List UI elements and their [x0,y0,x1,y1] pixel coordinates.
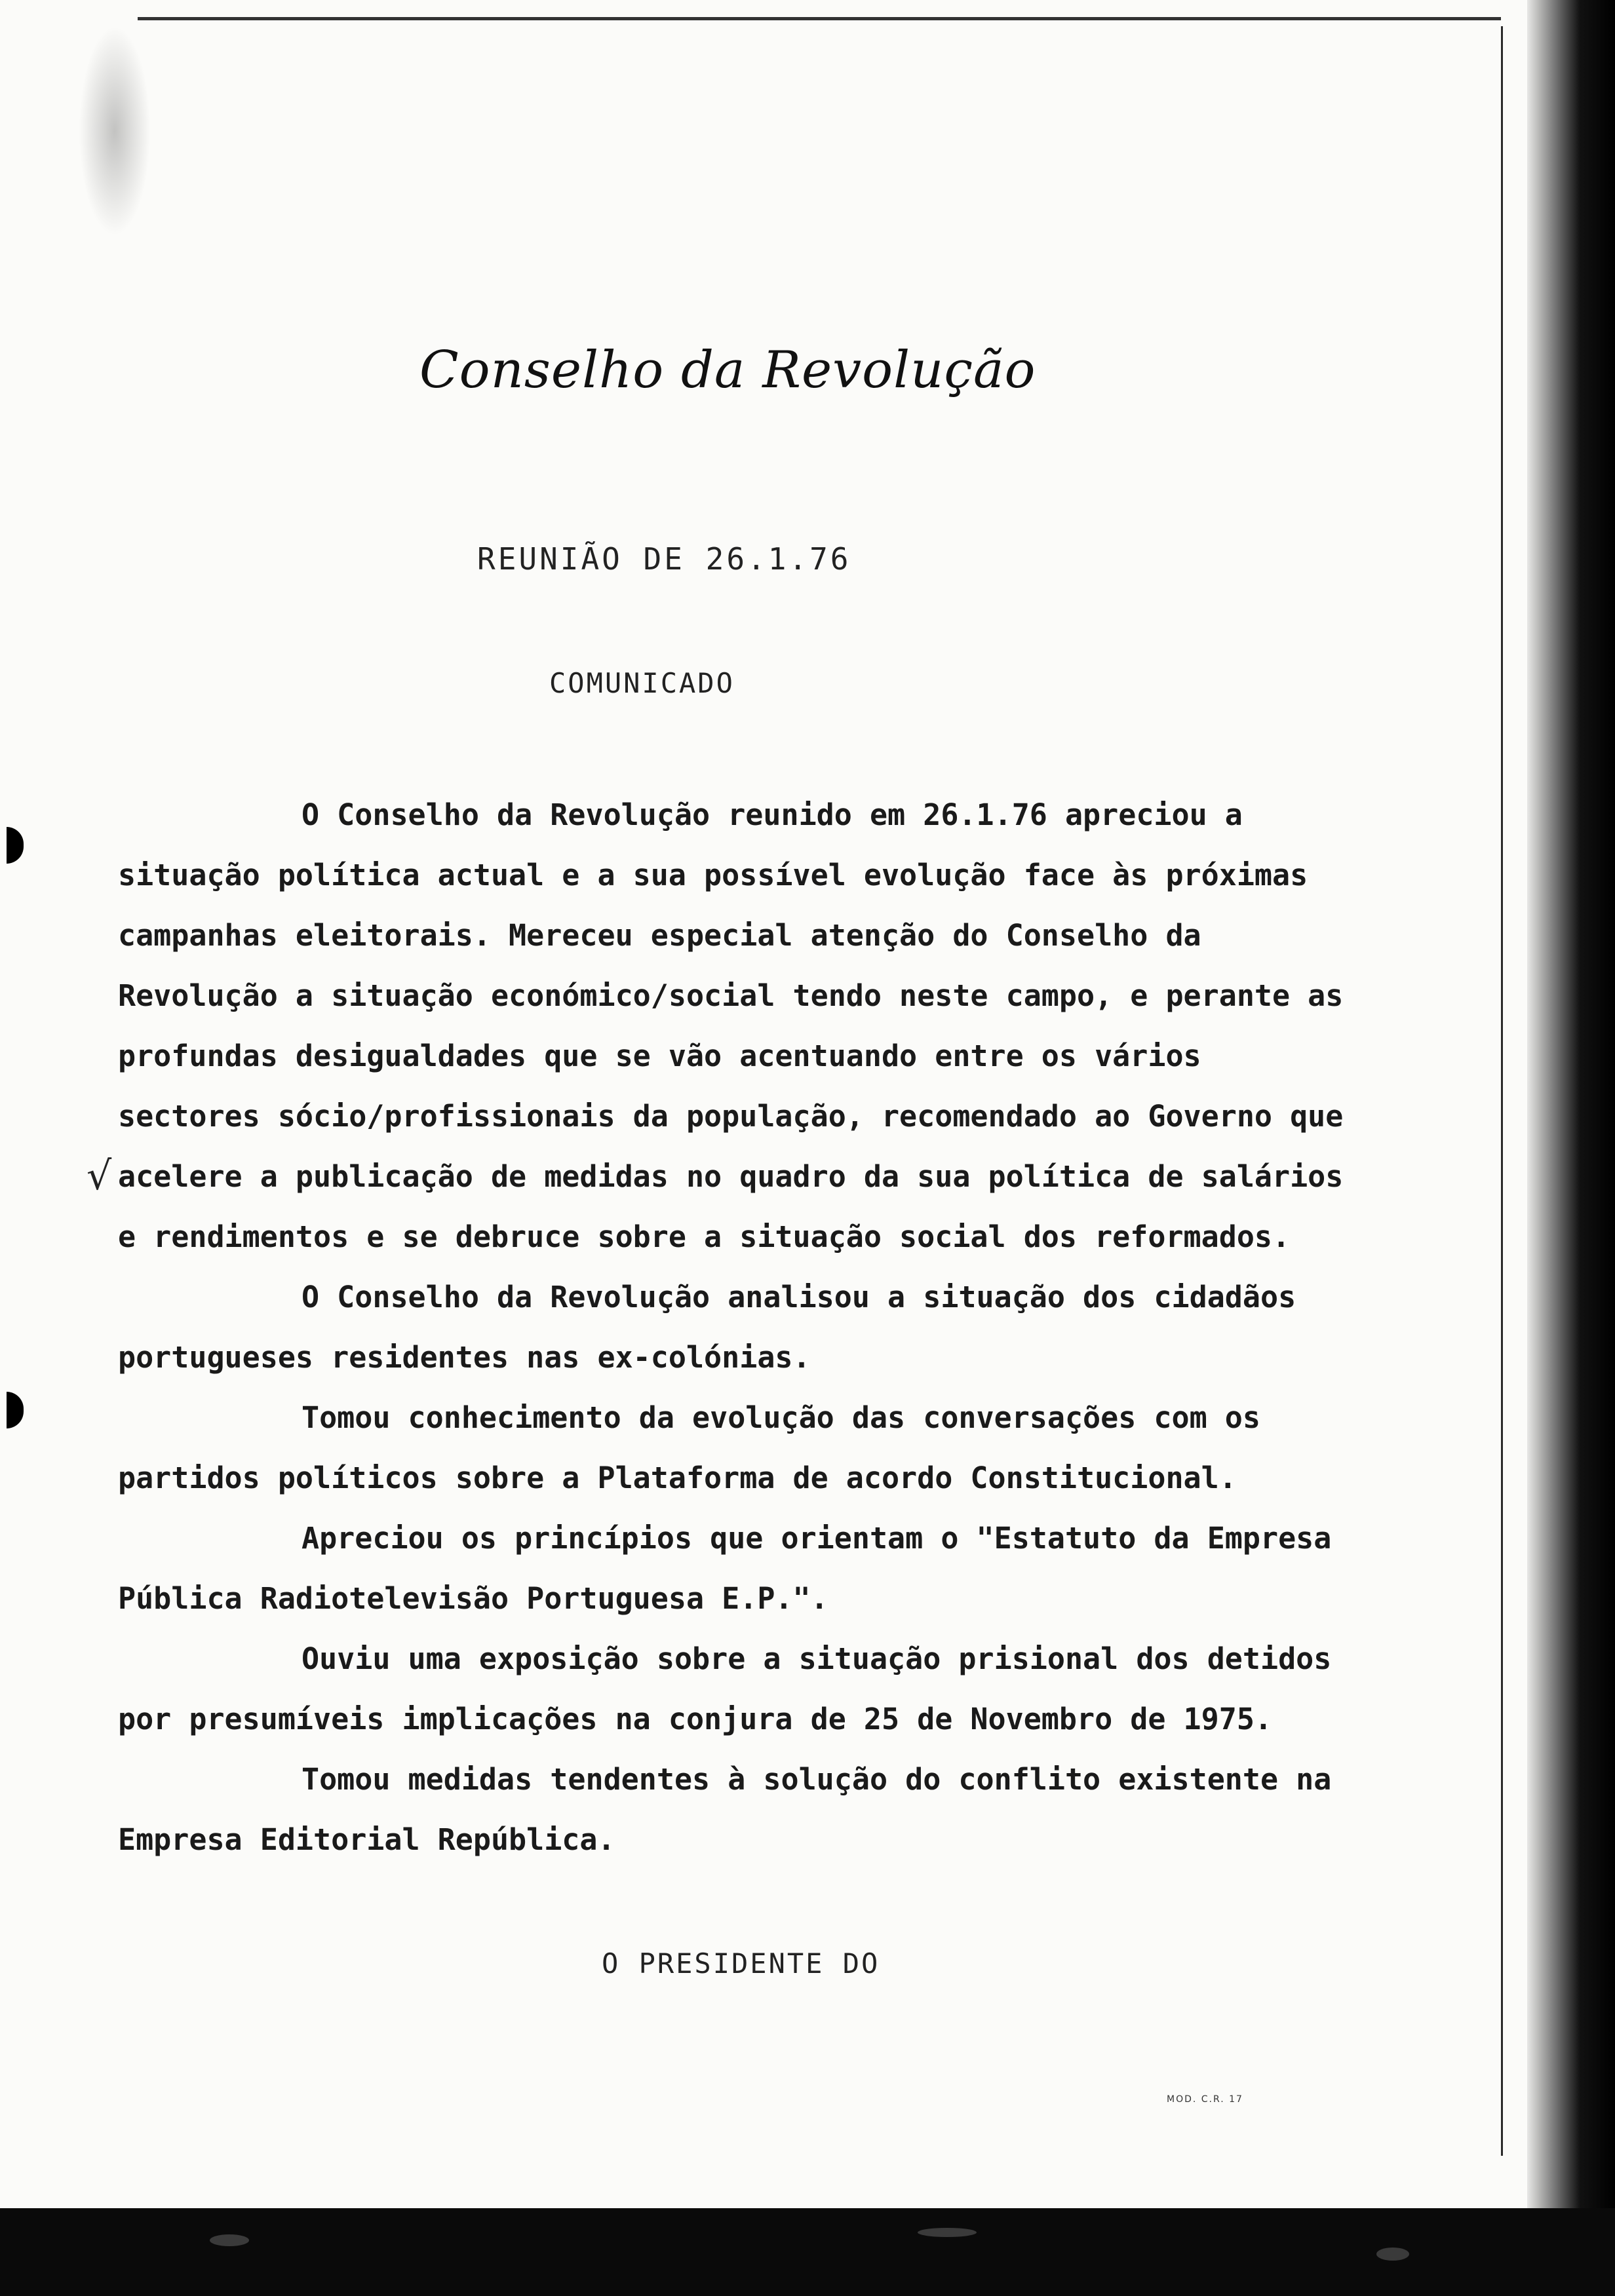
binder-hole-icon [7,827,24,864]
paragraph-6: Tomou medidas tendentes à solução do conflito existente na Empresa Editorial República. [118,1762,1332,1857]
communique-body [118,785,1350,1870]
paragraph-2: O Conselho da Revolução analisou a situação dos cidadãos portugueses residentes nas ex-colónias. [118,1280,1296,1375]
scan-shadow-bottom [0,2208,1615,2296]
scan-shadow-right [1527,0,1615,2296]
meeting-date-line: REUNIÃO DE 26.1.76 [477,541,851,577]
form-model-code: MOD. C.R. 17 [1167,2094,1243,2105]
paragraph-5: Ouviu uma exposição sobre a situação prisional dos detidos por presumíveis implicações na conjura de 25 de Novembro de 1975. [118,1641,1332,1736]
right-border-line [1501,26,1503,2156]
signature-line: O PRESIDENTE DO [602,1947,880,1980]
letterhead: Conselho da Revolução [419,341,1036,400]
document-heading: COMUNICADO [549,667,735,699]
top-border-line [138,17,1501,20]
paragraph-4: Apreciou os princípios que orientam o "Estatuto da Empresa Pública Radiotelevisão Portuguesa E.P.". [118,1521,1332,1616]
handwritten-check-mark-icon: √ [87,1153,112,1199]
paragraph-3: Tomou conhecimento da evolução das conversações com os partidos políticos sobre a Plataforma de acordo Constitucional. [118,1400,1260,1495]
binder-hole-icon [7,1392,24,1428]
paragraph-1: O Conselho da Revolução reunido em 26.1.76 apreciou a situação política actual e a sua possível evolução face às próximas campanhas eleitorais. Mereceu especial atenção do Conselho da Revolução a situação económico/social tendo neste campo, e perante as profundas desigualdades que se vão acentuando entre os vários sectores sócio/profissionais da população, recomendado ao Governo que acelere a publicação de medidas no quadro da sua política de salários e rendimentos e se debruce sobre a situação social dos reformados. [118,797,1344,1254]
scan-smudge [79,26,151,236]
